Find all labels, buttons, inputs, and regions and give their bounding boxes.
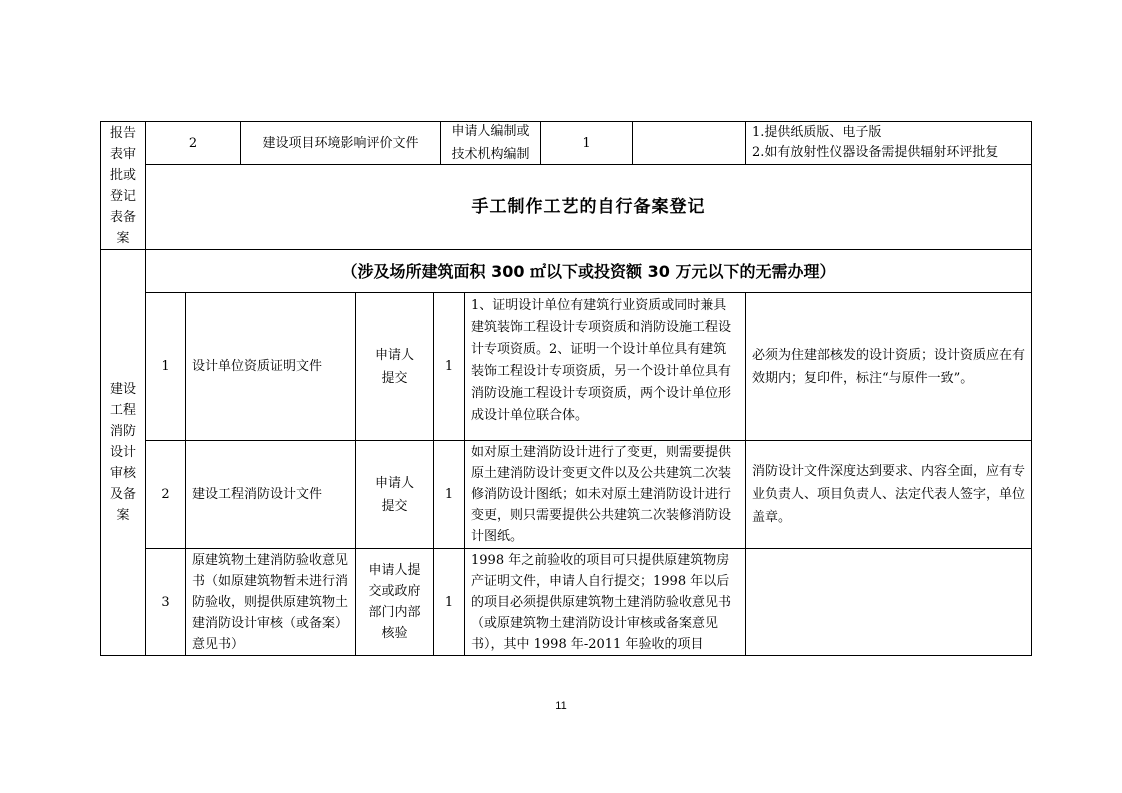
table-row-1-source: 申请人提交 xyxy=(355,292,434,441)
table-row-1-remark: 必须为住建部核发的设计资质；设计资质应在有效期内；复印件，标注“与原件一致”。 xyxy=(745,292,1032,441)
table-row-2-copies: 1 xyxy=(433,440,465,549)
section-a-row-remark xyxy=(745,121,1032,165)
section-a-row-form xyxy=(632,121,746,165)
table-row-3-name: 原建筑物土建消防验收意见书（如原建筑物暂未进行消防验收，则提供原建筑物土建消防设计审核（或备案）意见书） xyxy=(185,548,356,656)
page-number: 11 xyxy=(555,700,567,712)
section-a-row-source: 申请人编制或技术机构编制 xyxy=(440,121,541,165)
table-row-3-remark xyxy=(745,548,1032,656)
table-row-3-source: 申请人提交或政府部门内部核验 xyxy=(355,548,434,656)
table-row-1-requirement: 1、证明设计单位有建筑行业资质或同时兼具建筑装饰工程设计专项资质和消防设施工程设计专项资质。2、证明一个设计单位具有建筑装饰工程设计专项资质，另一个设计单位具有消防设施工程设计专项资质，两个设计单位形成设计单位联合体。 xyxy=(464,292,746,441)
remark-line-1: 1.提供纸质版、电子版 xyxy=(752,125,882,140)
table-row-1-copies: 1 xyxy=(433,292,465,441)
section-a-banner: 手工制作工艺的自行备案登记 xyxy=(145,164,1032,250)
table-row-2-source: 申请人提交 xyxy=(355,440,434,549)
table-row-2-no: 2 xyxy=(145,440,186,549)
table-row-2-requirement: 如对原土建消防设计进行了变更，则需要提供原土建消防设计变更文件以及公共建筑二次装修消防设计图纸；如未对原土建消防设计进行变更，则只需要提供公共建筑二次装修消防设计图纸。 xyxy=(464,440,746,549)
section-b-banner: （涉及场所建筑面积 300 ㎡以下或投资额 30 万元以下的无需办理） xyxy=(145,249,1032,293)
table-row-2-name: 建设工程消防设计文件 xyxy=(185,440,356,549)
table-row-3-no: 3 xyxy=(145,548,186,656)
table-row-1-name: 设计单位资质证明文件 xyxy=(185,292,356,441)
table-row-2-remark: 消防设计文件深度达到要求、内容全面，应有专业负责人、项目负责人、法定代表人签字，单位盖章。 xyxy=(745,440,1032,549)
table-row-3-requirement: 1998 年之前验收的项目可只提供原建筑物房产证明文件，申请人自行提交；1998 年以后的项目必须提供原建筑物土建消防验收意见书（或原建筑物土建消防设计审核或备案意见书），其中 1998 年-2011 年验收的项目 xyxy=(464,548,746,656)
section-a-row-name: 建设项目环境影响评价文件 xyxy=(240,121,441,165)
table-row-3-copies: 1 xyxy=(433,548,465,656)
section-a-row-copies: 1 xyxy=(540,121,633,165)
section-a-category: 报告表审批或登记表备案 xyxy=(100,121,146,250)
remark-line-2: 2.如有放射性仪器设备需提供辐射环评批复 xyxy=(752,145,999,160)
section-a-row-no: 2 xyxy=(145,121,241,165)
table-row-1-no: 1 xyxy=(145,292,186,441)
section-b-category: 建设工程消防设计审核及备案 xyxy=(100,249,146,656)
